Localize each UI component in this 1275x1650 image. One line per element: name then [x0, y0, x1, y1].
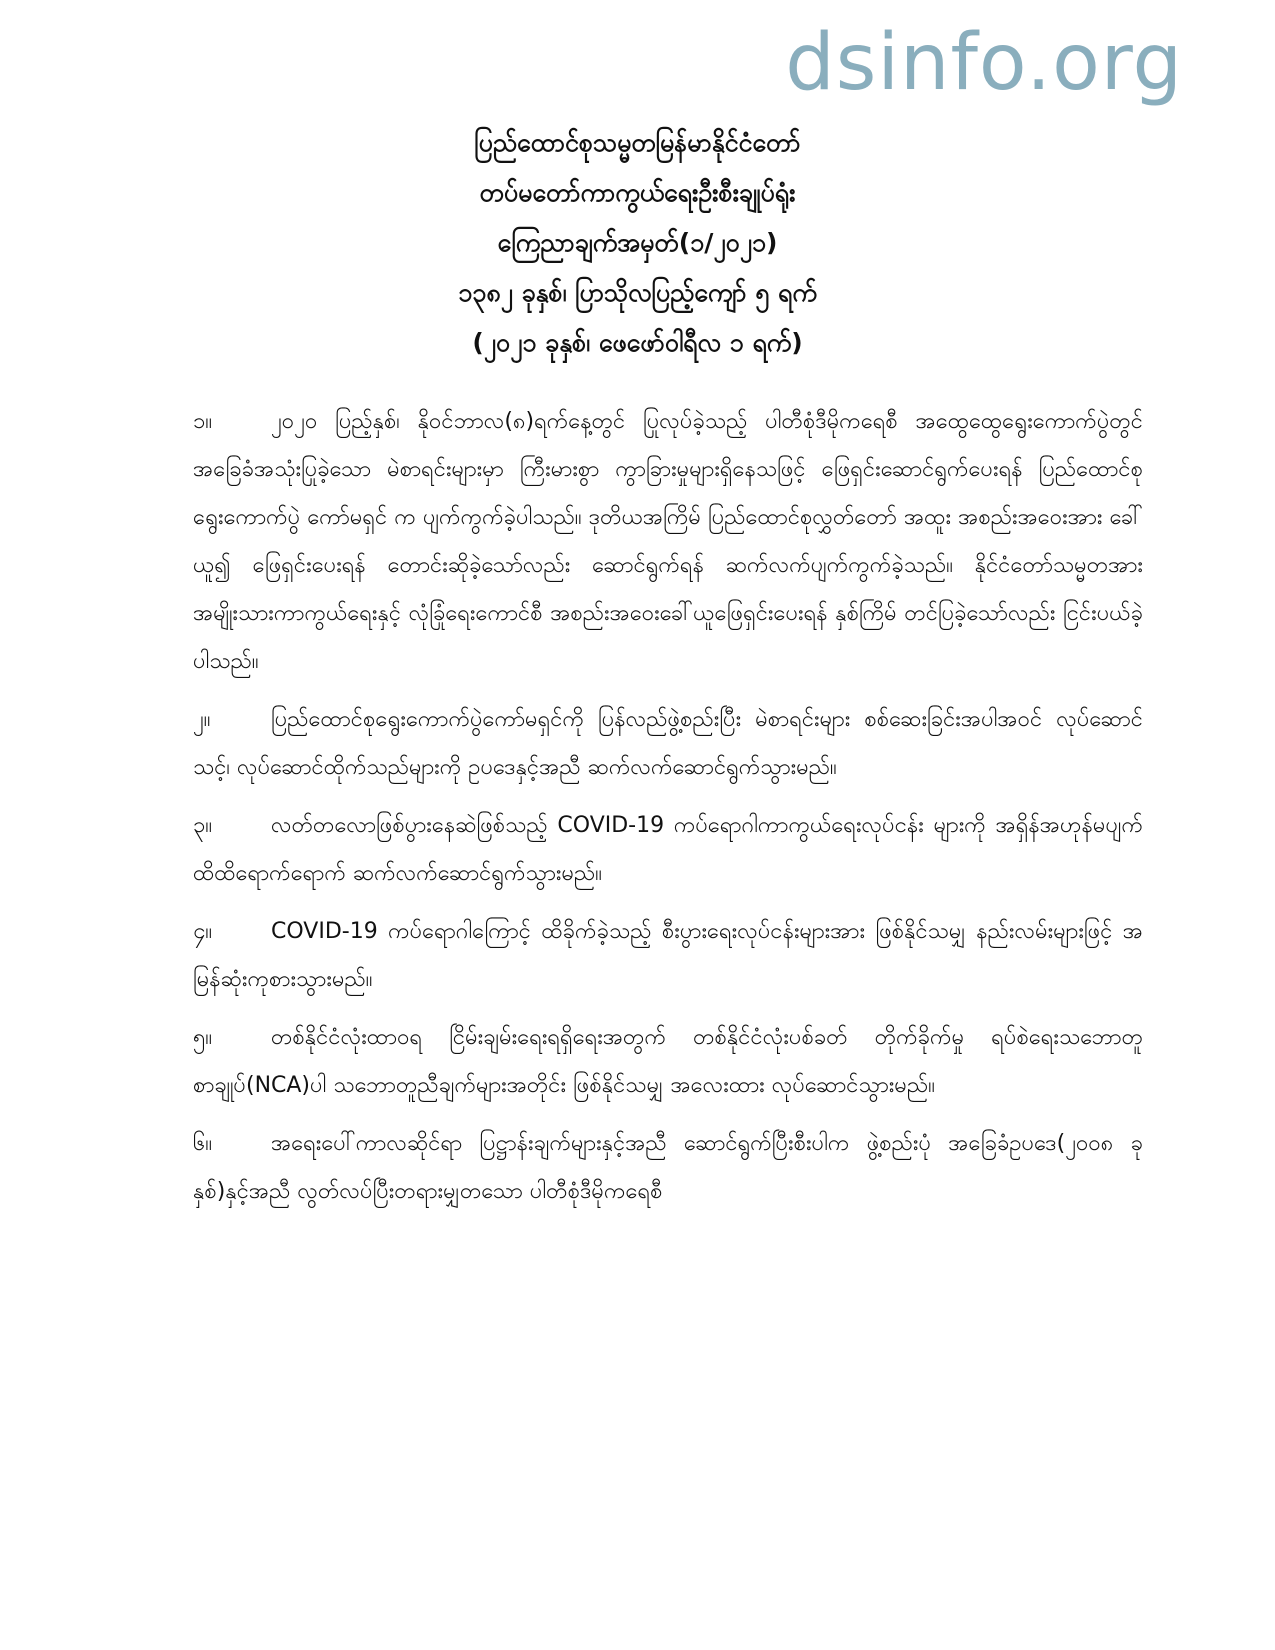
paragraph-text: ပြည်ထောင်စုရွေးကောက်ပွဲကော်မရှင်ကို ပြန်လည်ဖွဲ့စည်းပြီး မဲစာရင်းများ စစ်ဆေးခြင်းအပါအဝင် လုပ်ဆောင်သင့်၊ လုပ်ဆောင်ထိုက်သည်များကို ဥပဒေနှင့်အညီ ဆက်လက်ဆောင်ရွက်သွားမည်။ [193, 707, 1143, 780]
paragraph-3 [193, 802, 1143, 898]
paragraph-number: ၂။ [193, 707, 211, 732]
paragraph-number: ၃။ [193, 813, 213, 838]
paragraph-2 [193, 696, 1143, 792]
document-header [0, 118, 1275, 368]
document-body [193, 398, 1143, 1226]
paragraph-number: ၅။ [193, 1025, 213, 1050]
paragraph-number: ၄။ [193, 919, 213, 944]
paragraph-text: ၂၀၂၀ ပြည့်နှစ်၊ နိုဝင်ဘာလ(၈)ရက်နေ့တွင် ပြုလုပ်ခဲ့သည့် ပါတီစုံဒီမိုကရေစီ အထွေထွေရွေးကောက်ပွဲတွင် အခြေခံအသုံးပြုခဲ့သော မဲစာရင်းများမှာ ကြီးမားစွာ ကွာခြားမှုများရှိနေသဖြင့် ဖြေရှင်းဆောင်ရွက်ပေးရန် ပြည်ထောင်စုရွေးကောက်ပွဲ ကော်မရှင် က ပျက်ကွက်ခဲ့ပါသည်။ ဒုတိယအကြိမ် ပြည်ထောင်စုလွှတ်တော် အထူး အစည်းအဝေးအား ခေါ်ယူ၍ ဖြေရှင်းပေးရန် တောင်းဆိုခဲ့သော်လည်း ဆောင်ရွက်ရန် ဆက်လက်ပျက်ကွက်ခဲ့သည်။ နိုင်ငံတော်သမ္မတအား အမျိုးသားကာကွယ်ရေးနှင့် လုံခြုံရေးကောင်စီ အစည်းအဝေးခေါ်ယူဖြေရှင်းပေးရန် နှစ်ကြိမ် တင်ပြခဲ့သော်လည်း ငြင်းပယ်ခဲ့ပါသည်။ [193, 409, 1143, 674]
header-office: တပ်မတော်ကာကွယ်ရေးဦးစီးချုပ်ရုံး [479, 178, 796, 207]
paragraph-1 [193, 398, 1143, 686]
paragraph-number: ၆။ [193, 1131, 213, 1156]
header-announcement-number: ကြေညာချက်အမှတ်(၁/၂၀၂၁) [497, 228, 778, 257]
header-myanmar-date: ၁၃၈၂ ခုနှစ်၊ ပြာသိုလပြည့်ကျော် ၅ ရက် [458, 278, 817, 307]
paragraph-text: COVID-19 ကပ်ရောဂါကြောင့် ထိခိုက်ခဲ့သည့် စီးပွားရေးလုပ်ငန်းများအား ဖြစ်နိုင်သမျှ နည်းလမ်းများဖြင့် အမြန်ဆုံးကုစားသွားမည်။ [193, 919, 1143, 992]
header-country: ပြည်ထောင်စုသမ္မတမြန်မာနိုင်ငံတော် [474, 128, 801, 157]
watermark-logo: dsinfo.org [785, 18, 1183, 108]
paragraph-text: လတ်တလောဖြစ်ပွားနေဆဲဖြစ်သည့် COVID-19 ကပ်ရောဂါကာကွယ်ရေးလုပ်ငန်း များကို အရှိန်အဟုန်မပျက်ထိထိရောက်ရောက် ဆက်လက်ဆောင်ရွက်သွားမည်။ [193, 813, 1143, 886]
paragraph-5 [193, 1014, 1143, 1110]
paragraph-number: ၁။ [193, 409, 213, 434]
paragraph-text: တစ်နိုင်ငံလုံးထာဝရ ငြိမ်းချမ်းရေးရရှိရေးအတွက် တစ်နိုင်ငံလုံးပစ်ခတ် တိုက်ခိုက်မှု ရပ်စဲရေးသဘောတူစာချုပ်(NCA)ပါ သဘောတူညီချက်များအတိုင်း ဖြစ်နိုင်သမျှ အလေးထား လုပ်ဆောင်သွားမည်။ [193, 1025, 1143, 1098]
paragraph-6 [193, 1120, 1143, 1216]
header-gregorian-date: (၂၀၂၁ ခုနှစ်၊ ဖေဖော်ဝါရီလ ၁ ရက်) [472, 328, 803, 357]
paragraph-4 [193, 908, 1143, 1004]
paragraph-text: အရေးပေါ်ကာလဆိုင်ရာ ပြဋ္ဌာန်းချက်များနှင့်အညီ ဆောင်ရွက်ပြီးစီးပါက ဖွဲ့စည်းပုံ အခြေခံဥပဒေ(၂၀၀၈ ခုနှစ်)နှင့်အညီ လွတ်လပ်ပြီးတရားမျှတသော ပါတီစုံဒီမိုကရေစီ [193, 1131, 1143, 1204]
